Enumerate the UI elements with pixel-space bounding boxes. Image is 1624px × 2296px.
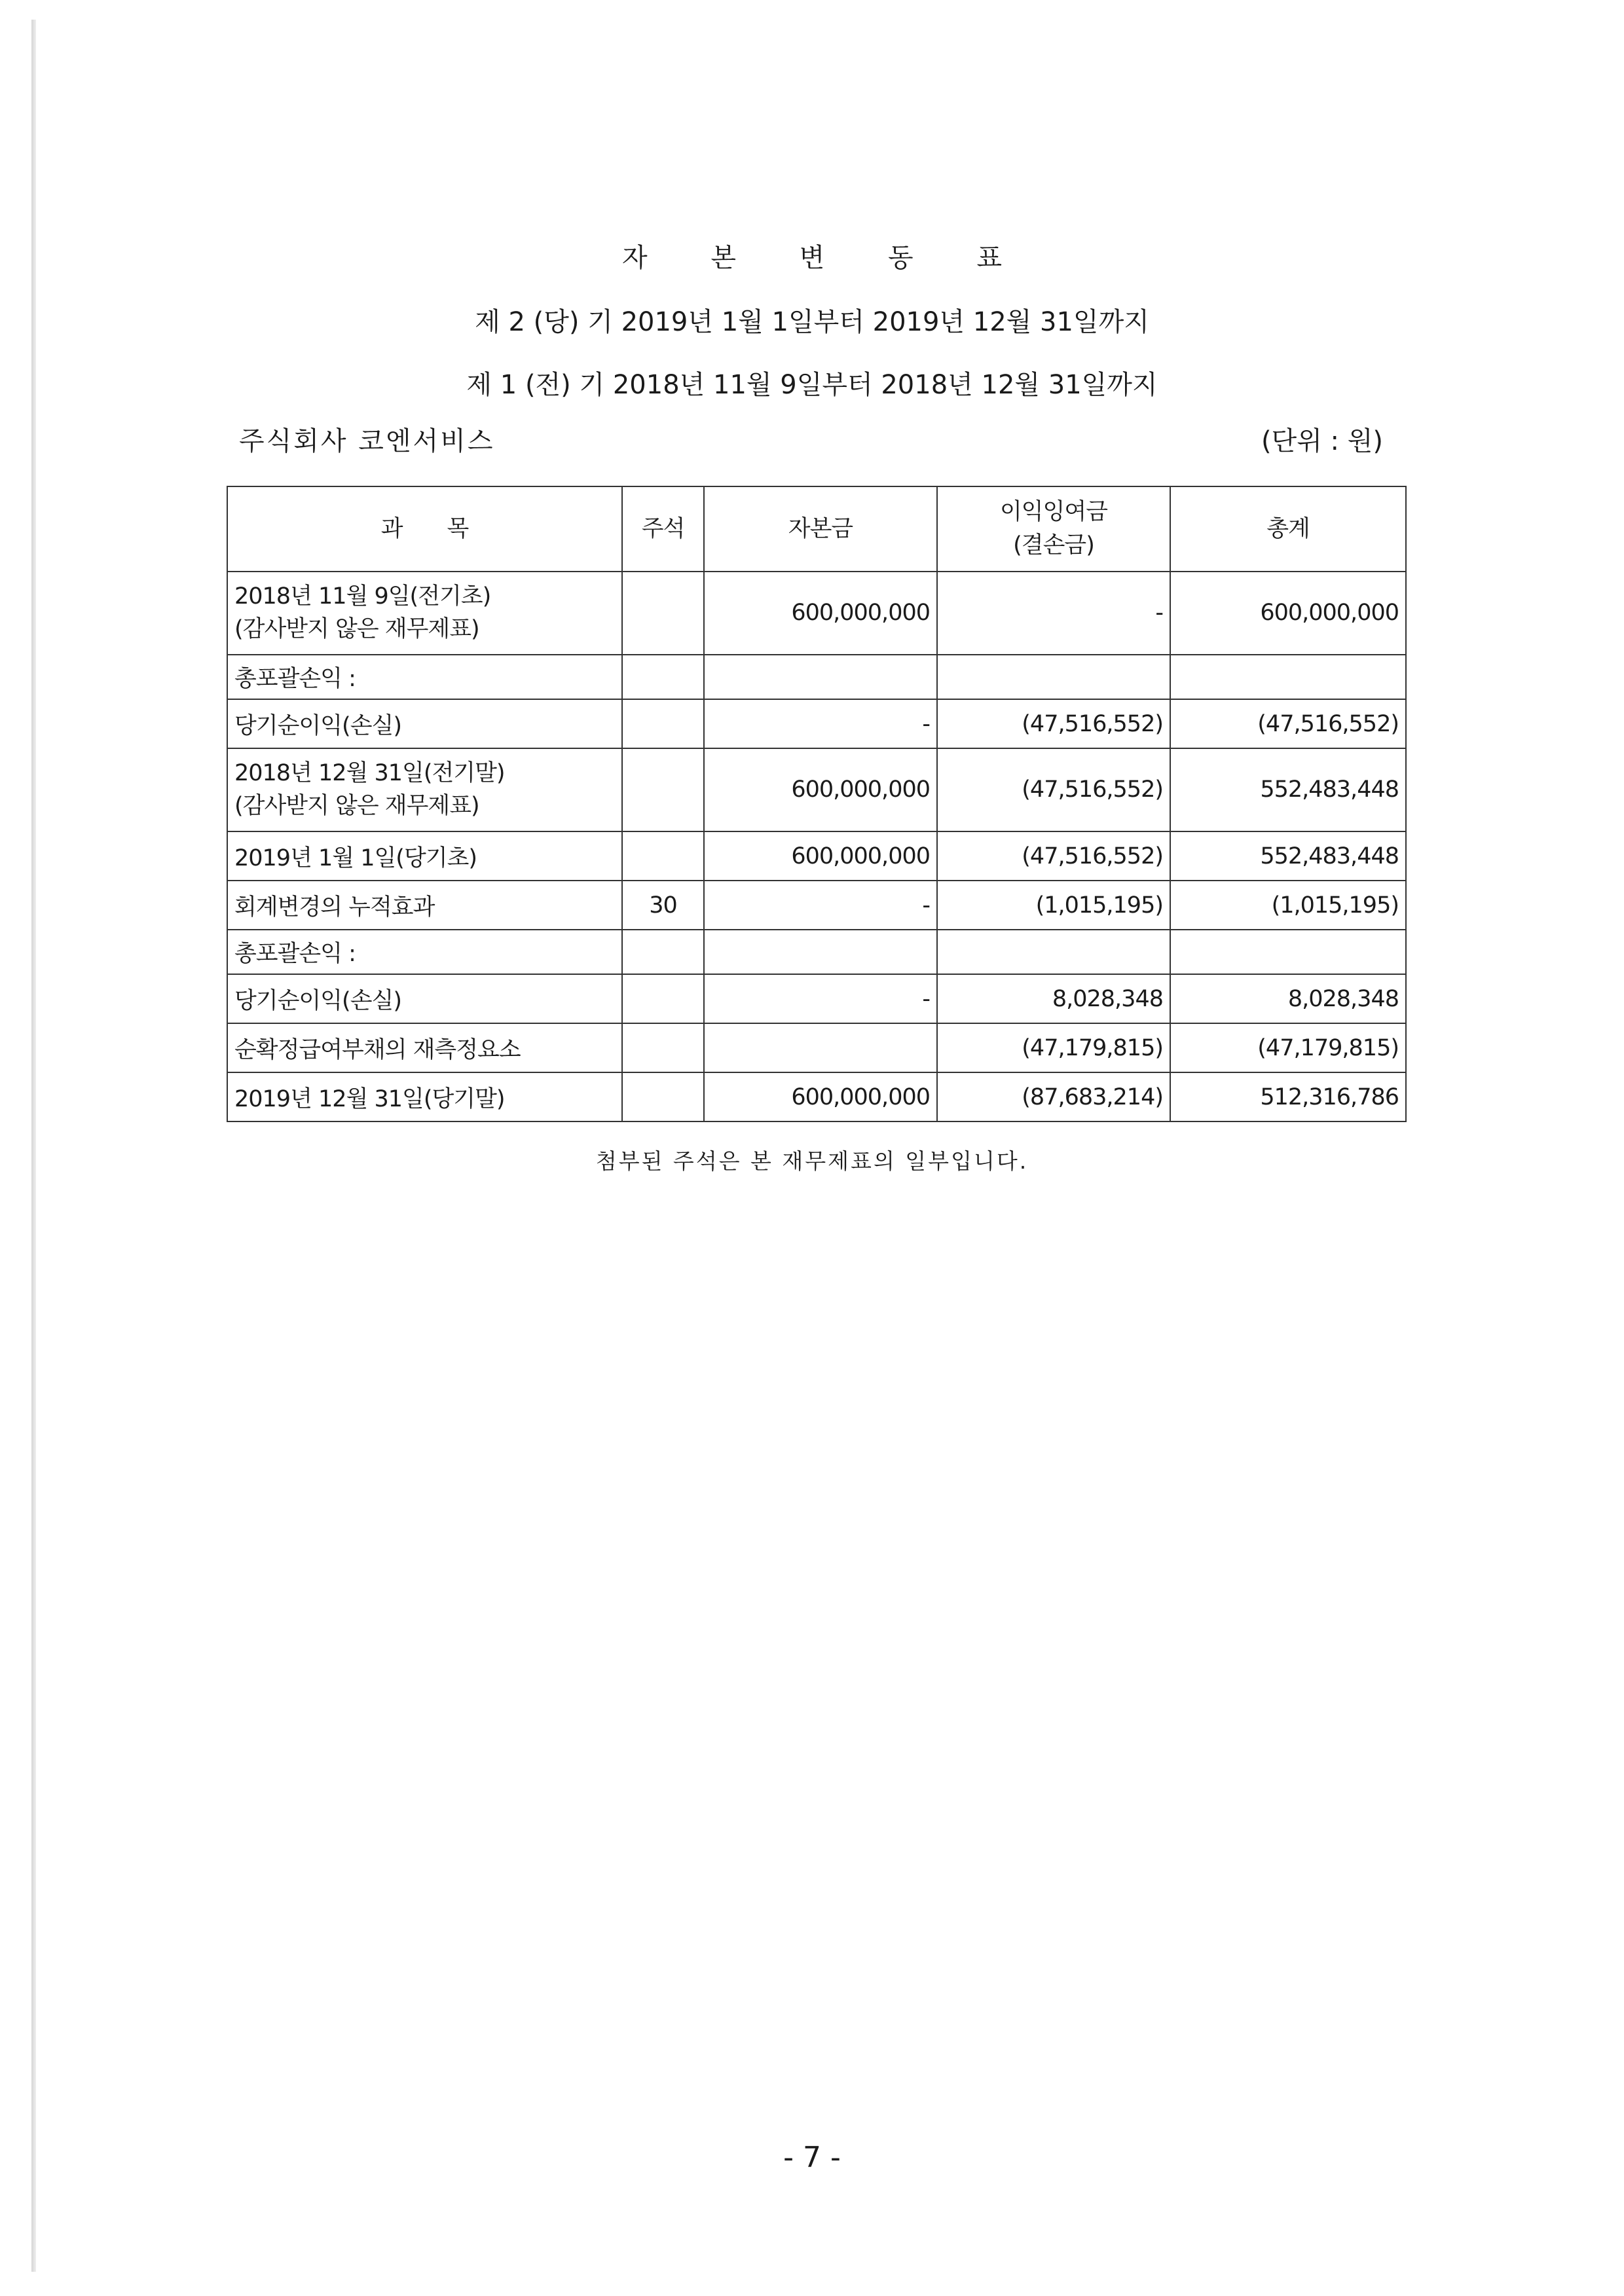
row-retained: 8,028,348 bbox=[937, 974, 1170, 1023]
table-row bbox=[227, 748, 1406, 831]
row-item: 총포괄손익 : bbox=[227, 930, 622, 974]
row-note bbox=[622, 1023, 704, 1072]
row-note bbox=[622, 699, 704, 748]
row-capital bbox=[704, 1023, 937, 1072]
header-item bbox=[227, 486, 622, 572]
table-row bbox=[227, 1023, 1406, 1072]
header-retained-sublabel: (결손금) bbox=[1013, 532, 1094, 558]
row-total: (1,015,195) bbox=[1170, 881, 1406, 930]
row-capital: - bbox=[704, 881, 937, 930]
row-capital bbox=[704, 655, 937, 699]
row-retained: (1,015,195) bbox=[937, 881, 1170, 930]
row-retained: - bbox=[937, 572, 1170, 655]
footer-note: 첨부된 주석은 본 재무제표의 일부입니다. bbox=[595, 1148, 1029, 1174]
row-total: 512,316,786 bbox=[1170, 1072, 1406, 1121]
statement-of-changes-in-equity-table bbox=[227, 486, 1407, 1122]
header-capital-label: 자본금 bbox=[788, 515, 853, 542]
row-capital bbox=[704, 930, 937, 974]
page-number: - 7 - bbox=[783, 2141, 841, 2174]
prior-period-line: 제 1 (전) 기 2018년 11월 9일부터 2018년 12월 31일까지 bbox=[466, 370, 1158, 400]
table-header-row bbox=[227, 486, 1406, 572]
row-total: 552,483,448 bbox=[1170, 748, 1406, 831]
row-capital: 600,000,000 bbox=[704, 748, 937, 831]
table-row bbox=[227, 930, 1406, 974]
row-retained: (47,516,552) bbox=[937, 831, 1170, 881]
table-row bbox=[227, 699, 1406, 748]
row-capital: 600,000,000 bbox=[704, 831, 937, 881]
row-retained: (47,516,552) bbox=[937, 748, 1170, 831]
row-total: (47,516,552) bbox=[1170, 699, 1406, 748]
row-note bbox=[622, 974, 704, 1023]
header-total bbox=[1170, 486, 1406, 572]
unit-note: (단위 : 원) bbox=[1261, 426, 1383, 456]
header-retained-earnings bbox=[937, 486, 1170, 572]
row-item-label: 2018년 11월 9일(전기초) bbox=[234, 583, 491, 610]
row-item: 순확정급여부채의 재측정요소 bbox=[227, 1023, 622, 1072]
row-item bbox=[227, 572, 622, 655]
row-total bbox=[1170, 655, 1406, 699]
row-retained: (47,179,815) bbox=[937, 1023, 1170, 1072]
row-note bbox=[622, 1072, 704, 1121]
company-name: 주식회사 코엔서비스 bbox=[239, 426, 495, 456]
row-item-sublabel: (감사받지 않은 재무제표) bbox=[234, 792, 479, 819]
row-note bbox=[622, 831, 704, 881]
row-item: 당기순이익(손실) bbox=[227, 699, 622, 748]
row-item-sublabel: (감사받지 않은 재무제표) bbox=[234, 615, 479, 642]
row-note bbox=[622, 930, 704, 974]
table-row bbox=[227, 655, 1406, 699]
table-row bbox=[227, 881, 1406, 930]
table-row bbox=[227, 572, 1406, 655]
document-title: 자 본 변 동 표 bbox=[621, 243, 1030, 273]
header-total-label: 총계 bbox=[1266, 515, 1310, 542]
row-item: 총포괄손익 : bbox=[227, 655, 622, 699]
row-note bbox=[622, 655, 704, 699]
row-item: 2019년 1월 1일(당기초) bbox=[227, 831, 622, 881]
row-note: 30 bbox=[622, 881, 704, 930]
header-capital bbox=[704, 486, 937, 572]
row-capital: - bbox=[704, 699, 937, 748]
row-total: 8,028,348 bbox=[1170, 974, 1406, 1023]
row-item: 회계변경의 누적효과 bbox=[227, 881, 622, 930]
row-capital: 600,000,000 bbox=[704, 1072, 937, 1121]
header-note-label: 주석 bbox=[641, 515, 685, 542]
row-capital: 600,000,000 bbox=[704, 572, 937, 655]
row-total: 600,000,000 bbox=[1170, 572, 1406, 655]
row-total: 552,483,448 bbox=[1170, 831, 1406, 881]
header-item-label: 과 목 bbox=[380, 515, 469, 542]
row-note bbox=[622, 748, 704, 831]
header-retained-label: 이익잉여금 bbox=[999, 499, 1108, 526]
row-retained: (47,516,552) bbox=[937, 699, 1170, 748]
table-row bbox=[227, 831, 1406, 881]
row-note bbox=[622, 572, 704, 655]
row-retained: (87,683,214) bbox=[937, 1072, 1170, 1121]
row-capital: - bbox=[704, 974, 937, 1023]
row-retained bbox=[937, 930, 1170, 974]
row-item-label: 2018년 12월 31일(전기말) bbox=[234, 759, 505, 786]
row-total: (47,179,815) bbox=[1170, 1023, 1406, 1072]
row-item: 당기순이익(손실) bbox=[227, 974, 622, 1023]
header-note bbox=[622, 486, 704, 572]
table-row bbox=[227, 974, 1406, 1023]
row-retained bbox=[937, 655, 1170, 699]
row-total bbox=[1170, 930, 1406, 974]
table-row bbox=[227, 1072, 1406, 1121]
row-item: 2019년 12월 31일(당기말) bbox=[227, 1072, 622, 1121]
current-period-line: 제 2 (당) 기 2019년 1월 1일부터 2019년 12월 31일까지 bbox=[475, 307, 1149, 337]
row-item bbox=[227, 748, 622, 831]
